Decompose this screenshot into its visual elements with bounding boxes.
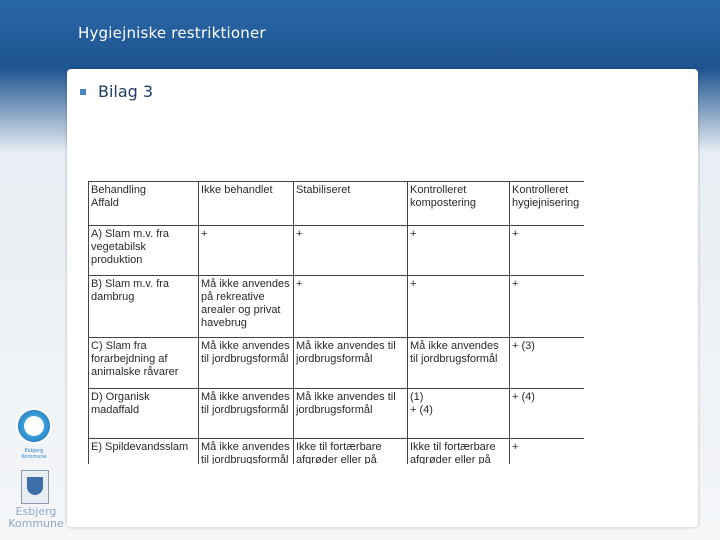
table-cell: D) Organisk madaffald — [89, 389, 199, 439]
table-cell: Må ikke anvendes til jordbrugsformål — [408, 338, 510, 389]
table-row — [89, 226, 585, 276]
table-cell: + (3) — [510, 338, 585, 389]
table-header-cell: Behandling Affald — [89, 182, 199, 226]
table-cell: + (4) — [510, 389, 585, 439]
table-cell: E) Spildevandsslam — [89, 439, 199, 465]
coat-of-arms-icon — [21, 470, 49, 504]
bullet-item — [80, 82, 153, 101]
logo-small-text: Esbjerg Kommune — [21, 448, 47, 460]
table-cell: + — [408, 276, 510, 338]
kommune-label: Esbjerg Kommune — [8, 505, 64, 530]
table-row — [89, 276, 585, 338]
table-cell: Må ikke anvendes til jordbrugsformål — [199, 439, 294, 465]
table-row — [89, 338, 585, 389]
table-cell: A) Slam m.v. fra vegetabilsk produktion — [89, 226, 199, 276]
table-cell: Må ikke anvendes til jordbrugsformål — [294, 338, 408, 389]
bullet-square-icon — [80, 89, 86, 95]
table-cell: (1) + (4) — [408, 389, 510, 439]
esbjerg-logo-icon — [16, 408, 52, 444]
table-header-cell: Kontrolleret hygiejnisering — [510, 182, 585, 226]
table-cell: C) Slam fra forarbejdning af animalske råvarer — [89, 338, 199, 389]
table-header-cell: Stabiliseret — [294, 182, 408, 226]
table-cell: + — [199, 226, 294, 276]
table-row — [89, 389, 585, 439]
municipality-branding — [6, 406, 62, 534]
bullet-text: Bilag 3 — [98, 82, 154, 101]
table-cell: + — [510, 226, 585, 276]
crest-shield-icon — [27, 477, 43, 495]
slide-title: Hygiejniske restriktioner — [78, 24, 266, 42]
table-cell: Ikke til fortærbare afgrøder eller på — [408, 439, 510, 465]
restrictions-table-image — [88, 181, 584, 464]
table-cell: + — [294, 226, 408, 276]
table-cell: Må ikke anvendes til jordbrugsformål — [199, 389, 294, 439]
table-header-row — [89, 182, 585, 226]
table-cell: Må ikke anvendes til jordbrugsformål — [199, 338, 294, 389]
table-cell: + — [294, 276, 408, 338]
table-cell: B) Slam m.v. fra dambrug — [89, 276, 199, 338]
table-cell: + — [510, 439, 585, 465]
table-cell: + — [510, 276, 585, 338]
table-header-cell: Kontrolleret kompostering — [408, 182, 510, 226]
table-header-cell: Ikke behandlet — [199, 182, 294, 226]
table-row — [89, 439, 585, 465]
table-cell: Ikke til fortærbare afgrøder eller på — [294, 439, 408, 465]
table-cell: + — [408, 226, 510, 276]
table-cell: Må ikke anvendes til jordbrugsformål — [294, 389, 408, 439]
table-cell: Må ikke anvendes på rekreative arealer og privat havebrug — [199, 276, 294, 338]
restrictions-table — [88, 181, 584, 464]
